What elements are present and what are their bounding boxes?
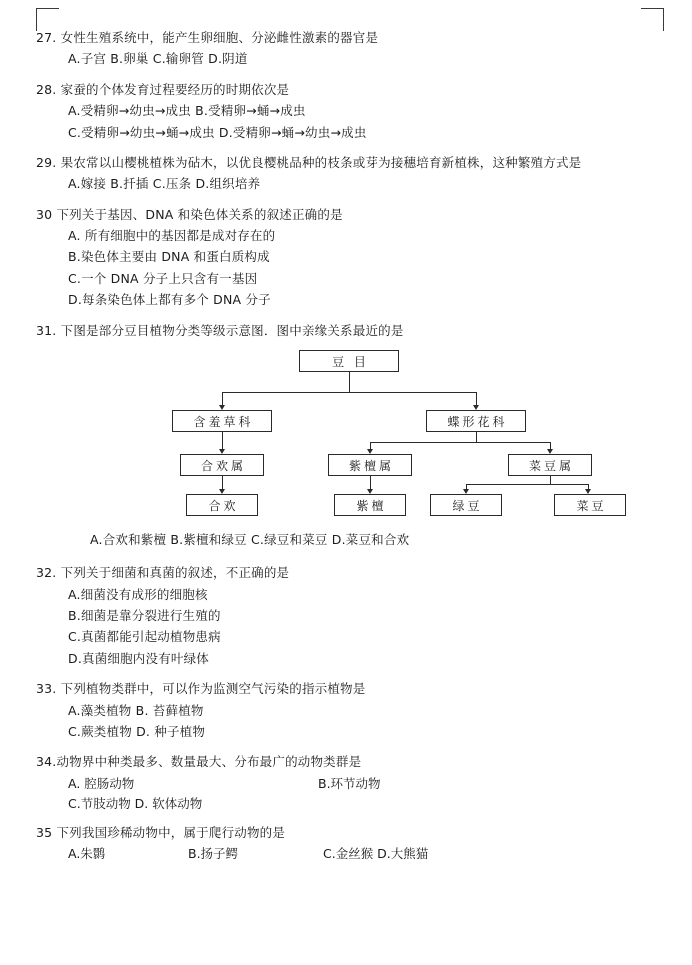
diagram-connector <box>222 392 476 393</box>
question-32 <box>34 563 658 668</box>
question-35-stem: 35 下列我国珍稀动物中，属于爬行动物的是 <box>36 824 286 840</box>
question-30-option-a: A. 所有细胞中的基因都是成对存在的 <box>68 228 276 243</box>
diagram-node-species-1: 合欢 <box>186 494 258 516</box>
question-33-options-line-1: A.藻类植物 B. 苔藓植物 <box>68 702 204 718</box>
question-31-stem: 31. 下图是部分豆目植物分类等级示意图．图中亲缘关系最近的是 <box>36 322 404 338</box>
diagram-connector <box>476 432 477 442</box>
question-33-stem: 33. 下列植物类群中，可以作为监测空气污染的指示植物是 <box>36 681 366 697</box>
question-27-options: A.子宫 B.卵巢 C.输卵管 D.阴道 <box>68 51 248 67</box>
question-30 <box>34 205 658 310</box>
question-30-option-b: B.染色体主要由 DNA 和蛋白质构成 <box>68 249 270 265</box>
question-28-options-line-2: C.受精卵→幼虫→蛹→成虫 D.受精卵→蛹→幼虫→成虫 <box>68 124 367 140</box>
question-32-option-d: D.真菌细胞内没有叶绿体 <box>68 650 209 666</box>
question-34-option-a: A. 腔肠动物 <box>68 775 135 791</box>
question-35-option-cd: C.金丝猴 D.大熊猫 <box>323 846 429 861</box>
question-35-option-a: A.朱鹮 <box>68 846 106 861</box>
question-34-option-cd: C.节肢动物 D. 软体动物 <box>68 795 203 811</box>
diagram-node-genus-2: 紫檀属 <box>328 454 412 476</box>
question-34-options-row-2 <box>34 794 658 812</box>
question-32-stem: 32. 下列关于细菌和真菌的叙述，不正确的是 <box>36 565 290 581</box>
question-32-option-b: B.细菌是靠分裂进行生殖的 <box>68 608 221 623</box>
question-35-option-b: B.扬子鳄 <box>188 846 239 861</box>
question-30-option-c: C.一个 DNA 分子上只含有一基因 <box>68 270 258 286</box>
diagram-connector <box>466 484 588 485</box>
diagram-node-family-1: 含羞草科 <box>172 410 272 432</box>
question-32-option-c: C.真菌都能引起动植物患病 <box>68 629 221 645</box>
diagram-node-genus-3: 菜豆属 <box>508 454 592 476</box>
question-33-options-line-2: C.蕨类植物 D. 种子植物 <box>68 723 206 739</box>
question-31-options: A.合欢和紫檀 B.紫檀和绿豆 C.绿豆和菜豆 D.菜豆和合欢 <box>90 531 410 547</box>
question-34-options-row-1 <box>34 774 658 792</box>
diagram-node-order: 豆 目 <box>299 350 399 372</box>
crop-mark-top-left <box>36 8 59 31</box>
question-28 <box>34 80 658 142</box>
question-35 <box>34 823 658 862</box>
question-32-option-a: A.细菌没有成形的细胞核 <box>68 586 208 602</box>
question-33 <box>34 679 658 741</box>
question-29-options: A.嫁接 B.扦插 C.压条 D.组织培养 <box>68 176 261 192</box>
question-27 <box>34 28 658 69</box>
diagram-node-species-3: 绿豆 <box>430 494 502 516</box>
question-30-stem: 30 下列关于基因、DNA 和染色体关系的叙述正确的是 <box>36 206 343 222</box>
question-34 <box>34 752 658 811</box>
question-28-options-line-1: A.受精卵→幼虫→成虫 B.受精卵→蛹→成虫 <box>68 103 306 119</box>
diagram-node-family-2: 蝶形花科 <box>426 410 526 432</box>
diagram-connector <box>349 372 350 392</box>
question-34-stem: 34.动物界中种类最多、数量最大、分布最广的动物类群是 <box>36 754 362 770</box>
question-28-stem: 28. 家蚕的个体发育过程要经历的时期依次是 <box>36 81 290 97</box>
question-30-option-d: D.每条染色体上都有多个 DNA 分子 <box>68 292 271 308</box>
diagram-connector <box>370 442 550 443</box>
crop-mark-top-right <box>641 8 664 31</box>
diagram-node-species-2: 紫檀 <box>334 494 406 516</box>
question-35-options-row <box>34 844 658 862</box>
question-27-stem: 27. 女性生殖系统中，能产生卵细胞、分泌雌性激素的器官是 <box>36 30 379 45</box>
diagram-node-genus-1: 合欢属 <box>180 454 264 476</box>
question-31 <box>34 321 658 550</box>
diagram-node-species-4: 菜豆 <box>554 494 626 516</box>
question-34-option-b: B.环节动物 <box>318 775 381 791</box>
question-29-stem: 29. 果农常以山樱桃植株为砧木，以优良樱桃品种的枝条或芽为接穗培育新植株，这种繁殖方式是 <box>36 154 582 170</box>
question-29 <box>34 153 658 194</box>
taxonomy-diagram <box>136 350 607 520</box>
diagram-connector <box>550 476 551 484</box>
